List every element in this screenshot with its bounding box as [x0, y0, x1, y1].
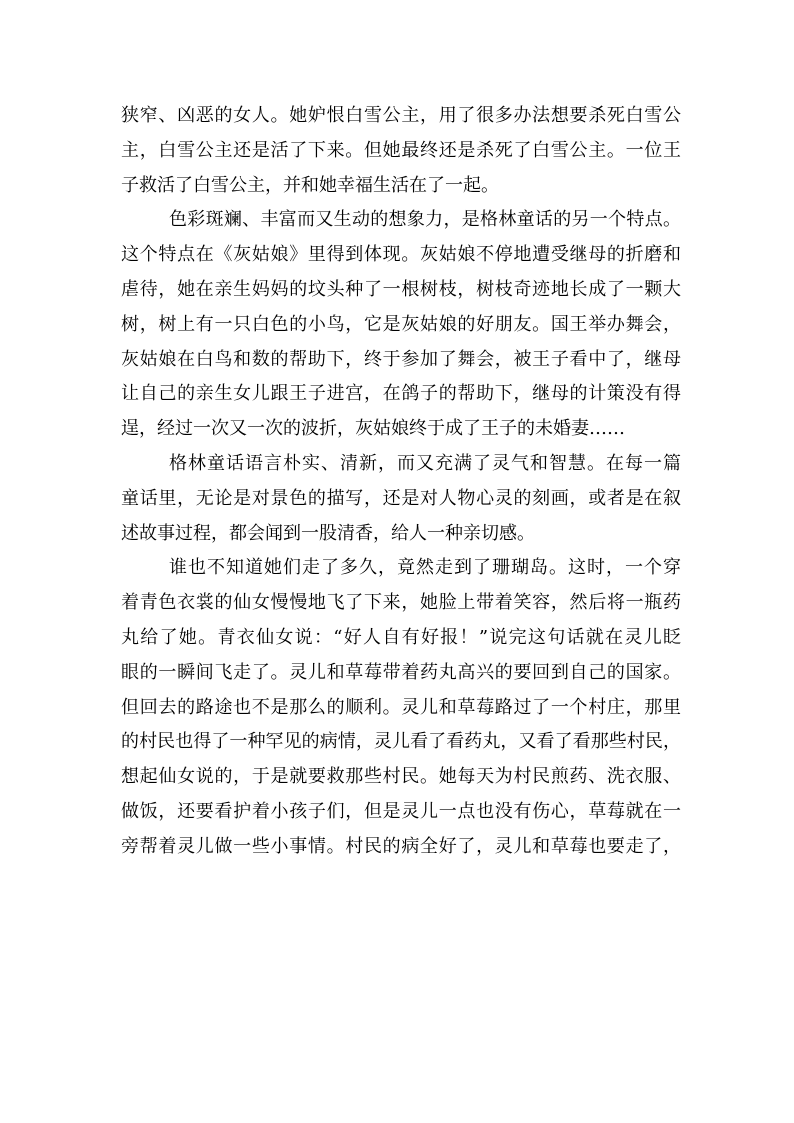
body-text [121, 99, 681, 865]
text-line: 让自己的亲生女儿跟王子进宫，在鸽子的帮助下，继母的计策没有得 [121, 383, 681, 405]
text-line: 想起仙女说的，于是就要救那些村民。她每天为村民煎药、洗衣服、 [121, 766, 681, 788]
text-line: 格林童话语言朴实、清新，而又充满了灵气和智慧。在每一篇 [169, 452, 681, 474]
text-line: 丸给了她。青衣仙女说：“好人自有好报！”说完这句话就在灵儿眨 [121, 626, 681, 648]
text-line: 眼的一瞬间飞走了。灵儿和草莓带着药丸高兴的要回到自己的国家。 [121, 661, 681, 683]
text-line: 旁帮着灵儿做一些小事情。村民的病全好了，灵儿和草莓也要走了， [121, 835, 681, 857]
text-line: 子救活了白雪公主，并和她幸福生活在了一起。 [121, 174, 499, 196]
text-line: 这个特点在《灰姑娘》里得到体现。灰姑娘不停地遭受继母的折磨和 [121, 244, 681, 266]
text-line: 的村民也得了一种罕见的病情，灵儿看了看药丸，又看了看那些村民， [121, 731, 681, 753]
text-line: 着青色衣裳的仙女慢慢地飞了下来，她脸上带着笑容，然后将一瓶药 [121, 592, 681, 614]
text-line: 述故事过程，都会闻到一股清香，给人一种亲切感。 [121, 522, 535, 544]
text-line: 狭窄、凶恶的女人。她妒恨白雪公主，用了很多办法想要杀死白雪公 [121, 105, 681, 126]
text-line: 逞，经过一次又一次的波折，灰姑娘终于成了王子的未婚妻…… [121, 418, 625, 440]
text-line: 色彩斑斓、丰富而又生动的想象力，是格林童话的另一个特点。 [169, 209, 681, 231]
text-line: 童话里，无论是对景色的描写，还是对人物心灵的刻画，或者是在叙 [121, 487, 681, 509]
text-line: 虐待，她在亲生妈妈的坟头种了一根树枝，树枝奇迹地长成了一颗大 [121, 278, 681, 300]
text-line: 但回去的路途也不是那么的顺利。灵儿和草莓路过了一个村庄，那里 [121, 696, 681, 718]
text-line: 主，白雪公主还是活了下来。但她最终还是杀死了白雪公主。一位王 [121, 139, 681, 161]
text-line: 灰姑娘在白鸟和数的帮助下，终于参加了舞会，被王子看中了，继母 [121, 348, 681, 370]
text-line: 谁也不知道她们走了多久，竟然走到了珊瑚岛。这时，一个穿 [169, 557, 681, 579]
text-line: 做饭，还要看护着小孩子们，但是灵儿一点也没有伤心，草莓就在一 [121, 800, 681, 822]
text-line: 树，树上有一只白色的小鸟，它是灰姑娘的好朋友。国王举办舞会， [121, 313, 681, 335]
